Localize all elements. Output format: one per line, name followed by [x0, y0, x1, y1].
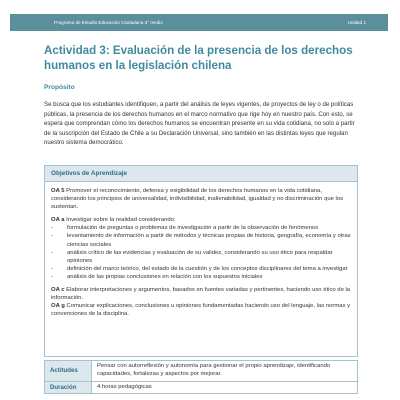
- oag-text: Comunicar explicaciones, conclusiones u opiniones fundamentadas haciendo uso del lenguaje, las normas y convenciones de la disciplina.: [51, 303, 351, 318]
- oaa-bullet: - análisis de las propias conclusiones en relación con los supuestos iniciales: [51, 273, 263, 280]
- activity-title: Actividad 3: Evaluación de la presencia de los derechos humanos en la legislación chilena: [44, 44, 353, 72]
- duration-row: [45, 381, 358, 394]
- oag: [51, 302, 351, 318]
- oa5: [51, 187, 351, 211]
- attitudes-label: Actitudes: [45, 361, 92, 382]
- oaa-bullet: - levantamiento de información a partir de métodos y técnicas propias de historia, geografía, economía y otras ciencias sociales: [51, 233, 351, 248]
- objectives-heading: Objetivos de Aprendizaje: [45, 166, 357, 182]
- purpose-heading: Propósito: [44, 84, 75, 91]
- objectives-box: [44, 165, 358, 357]
- oac-text: Elaborar interpretaciones y argumentos, basados en fuentes variadas y pertinentes, haciendo uso ético de la información.: [51, 287, 351, 302]
- oaa-bullet: - formulación de preguntas o problemas de investigación a partir de la observación de fenómenos: [51, 225, 319, 232]
- oag-code: OA g: [51, 303, 65, 310]
- oaa-bullet: - definición del marco teórico, del estado de la cuestión y de los conceptos disciplinares del tema a investigar: [51, 265, 348, 272]
- oac: [51, 286, 351, 302]
- oaa-bullet-list: [51, 224, 351, 281]
- oaa-code: OA a: [51, 217, 65, 224]
- oac-code: OA c: [51, 287, 65, 294]
- attitudes-row: [45, 361, 358, 382]
- oaa: [51, 216, 351, 224]
- attitudes-text: Pensar con autorreflexión y autonomía para gestionar el propio aprendizaje, identificando capacidades, fortalezas y aspectos por mejorar.: [92, 361, 358, 382]
- purpose-text: Se busca que los estudiantes identifiquen, a partir del análisis de leyes vigentes, de proyectos de ley o de políticas públicas, la presencia de los derechos humanos en el marco normativo que rige hoy en nuestro país. Con esto, se espera que comprendan cómo los derechos humanos se encuentran presente en su vida cotidiana, no solo a partir de la suscripción del Estado de Chile a su Declaración Universal, sino también en las distintas leyes que regulan nuestro sistema democrático.: [44, 101, 355, 147]
- oaa-text: Investigar sobre la realidad considerando:: [64, 217, 176, 224]
- duration-text: 4 horas pedagógicas: [92, 381, 358, 394]
- duration-label: Duración: [45, 381, 92, 394]
- oaa-bullet: - análisis crítico de las evidencias y evaluación de su validez, considerando su uso ético para respaldar opiniones: [51, 249, 333, 264]
- program-name: Programa de Estudio Educación Ciudadana 3° medio: [54, 20, 163, 25]
- oa5-code: OA 5: [51, 188, 65, 194]
- unit-label: Unidad 1: [347, 20, 366, 25]
- activity-info-table: [44, 360, 358, 394]
- header-bar: [10, 14, 388, 31]
- oa5-text: Promover el reconocimiento, defensa y exigibilidad de los derechos humanos en la vida cotidiana, considerando los principios de universalidad, indivisibilidad, inalienabilidad, igualdad y no discriminación que los sustentan.: [51, 188, 344, 211]
- objectives-body: [45, 182, 357, 318]
